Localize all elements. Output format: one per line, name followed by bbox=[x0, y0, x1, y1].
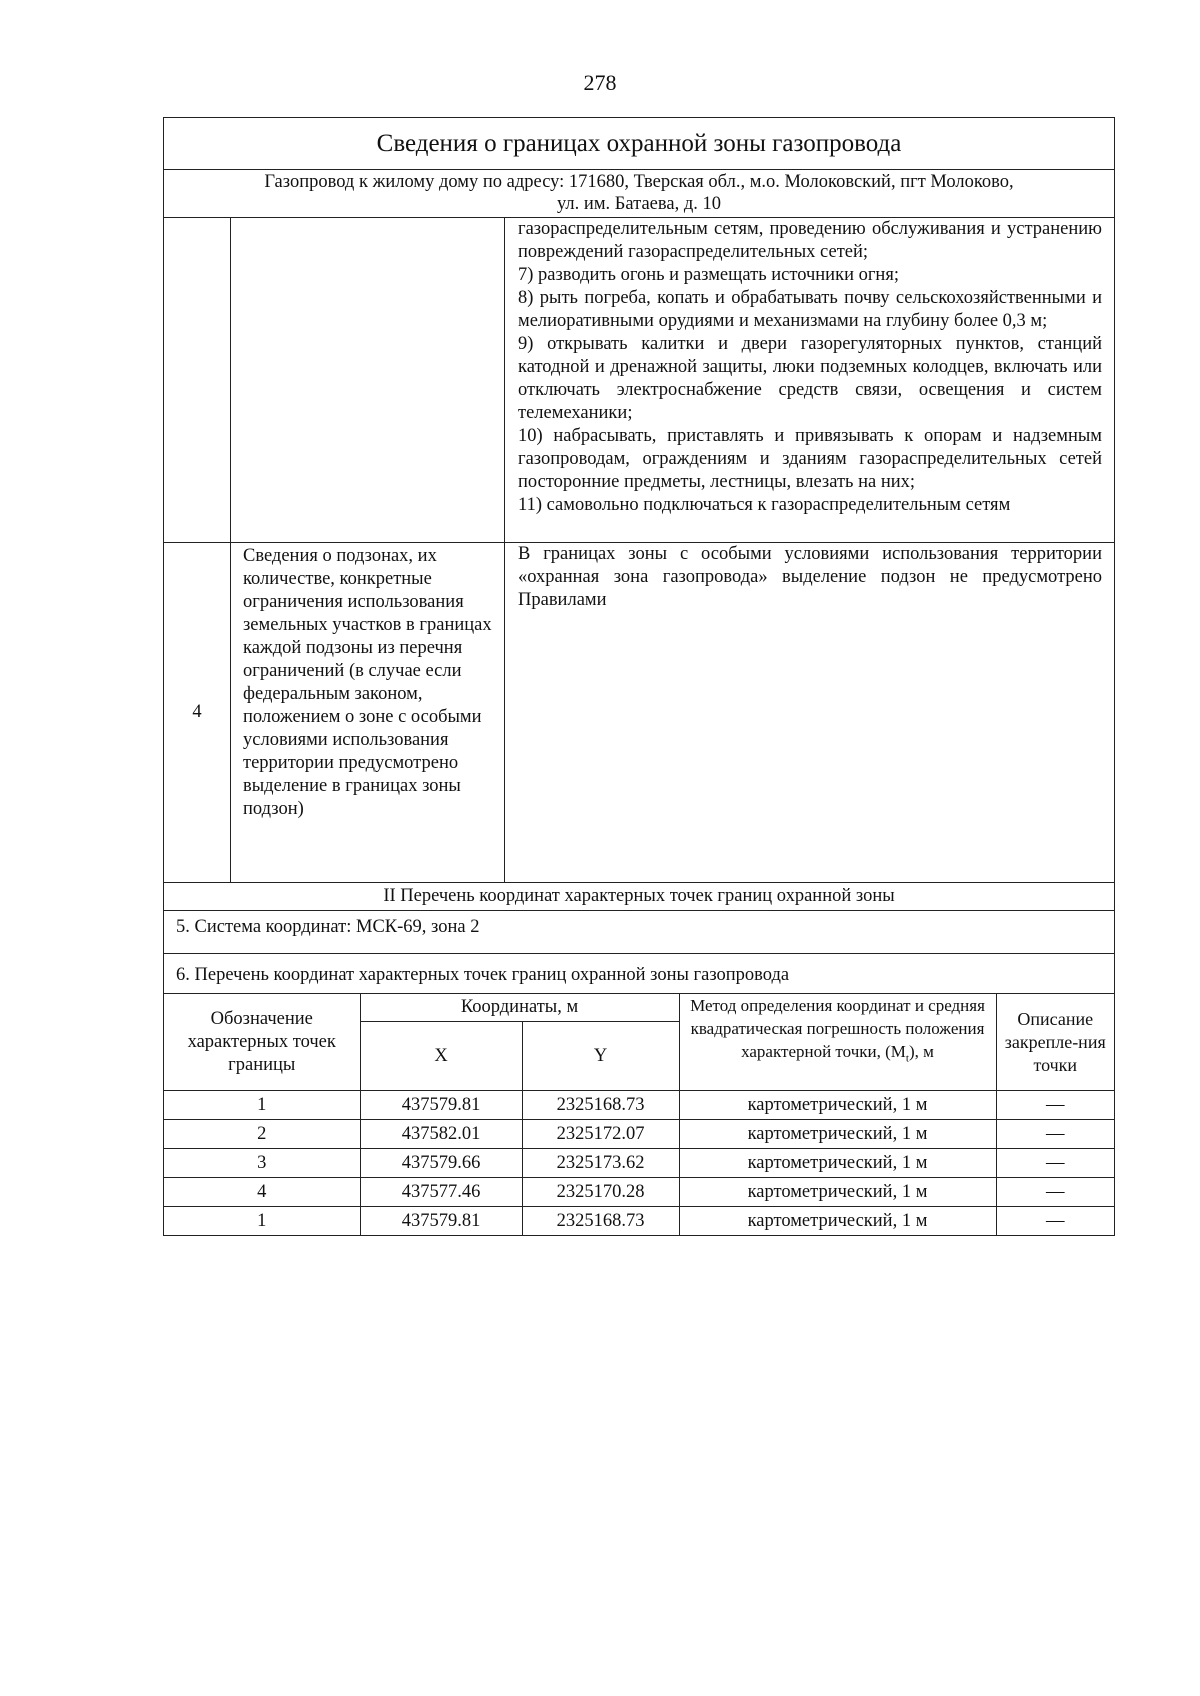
method-cell: картометрический, 1 м bbox=[679, 1178, 996, 1207]
x-cell: 437577.46 bbox=[360, 1178, 522, 1207]
description-cell: — bbox=[996, 1207, 1114, 1236]
row-name-cell: Сведения о подзонах, их количестве, конкретные ограничения использования земельных участков в границах каждой подзоны из перечня ограничений (в случае если федеральным законом, положением о зоне с особыми условиями использования территории предусмотрено выделение в границах зоны подзон) bbox=[231, 542, 505, 882]
table-row bbox=[164, 1207, 1114, 1236]
restriction-line: 11) самовольно подключаться к газораспределительным сетям bbox=[518, 495, 1011, 515]
info-table bbox=[164, 218, 1114, 882]
point-cell: 2 bbox=[164, 1120, 360, 1149]
method-cell: картометрический, 1 м bbox=[679, 1149, 996, 1178]
subtitle-line-1: Газопровод к жилому дому по адресу: 171680, Тверская обл., м.о. Молоковский, пгт Молоково, bbox=[264, 172, 1014, 192]
table-row bbox=[164, 1091, 1114, 1120]
document-table bbox=[163, 117, 1115, 1236]
description-cell: — bbox=[996, 1091, 1114, 1120]
x-cell: 437579.66 bbox=[360, 1149, 522, 1178]
header-method-subscript: t bbox=[905, 1052, 909, 1065]
subzones-text-cell: В границах зоны с особыми условиями использования территории «охранная зона газопровода» выделение подзон не предусмотрено Правилами bbox=[505, 542, 1115, 882]
coords-header-row bbox=[164, 994, 1114, 1022]
header-point: Обозначение характерных точек границы bbox=[164, 994, 360, 1091]
restriction-line: 7) разводить огонь и размещать источники огня; bbox=[518, 265, 899, 285]
page-number: 278 bbox=[583, 70, 617, 95]
point-cell: 1 bbox=[164, 1091, 360, 1120]
restrictions-text-cell bbox=[505, 218, 1115, 542]
header-method bbox=[679, 994, 996, 1091]
info-row-continuation bbox=[164, 218, 1114, 542]
document-subtitle bbox=[164, 170, 1114, 218]
header-y: Y bbox=[522, 1022, 679, 1091]
y-cell: 2325168.73 bbox=[522, 1091, 679, 1120]
y-cell: 2325168.73 bbox=[522, 1207, 679, 1236]
description-cell: — bbox=[996, 1178, 1114, 1207]
y-cell: 2325170.28 bbox=[522, 1178, 679, 1207]
section-2-heading: II Перечень координат характерных точек границ охранной зоны bbox=[164, 882, 1114, 910]
x-cell: 437579.81 bbox=[360, 1207, 522, 1236]
row-number-cell: 4 bbox=[164, 542, 231, 882]
point-cell: 4 bbox=[164, 1178, 360, 1207]
method-cell: картометрический, 1 м bbox=[679, 1207, 996, 1236]
subtitle-line-2: ул. им. Батаева, д. 10 bbox=[557, 194, 721, 214]
header-coordinates: Координаты, м bbox=[360, 994, 679, 1022]
restriction-line: газораспределительным сетям, проведению обслуживания и устранению повреждений газораспределительных сетей; bbox=[518, 219, 1102, 262]
x-cell: 437579.81 bbox=[360, 1091, 522, 1120]
restriction-line: 10) набрасывать, приставлять и привязывать к опорам и надземным газопроводам, ограждениям и зданиям газораспределительных сетей посторонние предметы, лестницы, влезать на них; bbox=[518, 426, 1102, 492]
restriction-line: 8) рыть погреба, копать и обрабатывать почву сельскохозяйственными и мелиоративными орудиями и механизмами на глубину более 0,3 м; bbox=[518, 288, 1102, 331]
x-cell: 437582.01 bbox=[360, 1120, 522, 1149]
description-cell: — bbox=[996, 1120, 1114, 1149]
coordinate-system: 5. Система координат: МСК-69, зона 2 bbox=[164, 910, 1114, 953]
table-row bbox=[164, 1178, 1114, 1207]
restriction-line: 9) открывать калитки и двери газорегуляторных пунктов, станций катодной и дренажной защиты, люки подземных колодцев, включать или отключать электроснабжение средств связи, освещения и систем телемеханики; bbox=[518, 334, 1102, 423]
method-cell: картометрический, 1 м bbox=[679, 1091, 996, 1120]
coordinates-table bbox=[164, 993, 1114, 1235]
y-cell: 2325172.07 bbox=[522, 1120, 679, 1149]
document-title: Сведения о границах охранной зоны газопровода bbox=[164, 118, 1114, 170]
info-row-4 bbox=[164, 542, 1114, 882]
header-x: X bbox=[360, 1022, 522, 1091]
point-cell: 3 bbox=[164, 1149, 360, 1178]
header-method-suffix: ), м bbox=[908, 1042, 934, 1061]
table-row bbox=[164, 1120, 1114, 1149]
point-cell: 1 bbox=[164, 1207, 360, 1236]
header-method-text: Метод определения координат и средняя квадратическая погрешность положения характерной точки, (M bbox=[690, 996, 985, 1061]
section-6-heading: 6. Перечень координат характерных точек границ охранной зоны газопровода bbox=[164, 953, 1114, 993]
table-row bbox=[164, 1149, 1114, 1178]
row-number-cell bbox=[164, 218, 231, 542]
y-cell: 2325173.62 bbox=[522, 1149, 679, 1178]
method-cell: картометрический, 1 м bbox=[679, 1120, 996, 1149]
row-name-cell bbox=[231, 218, 505, 542]
header-description: Описание закрепле-ния точки bbox=[996, 994, 1114, 1091]
description-cell: — bbox=[996, 1149, 1114, 1178]
